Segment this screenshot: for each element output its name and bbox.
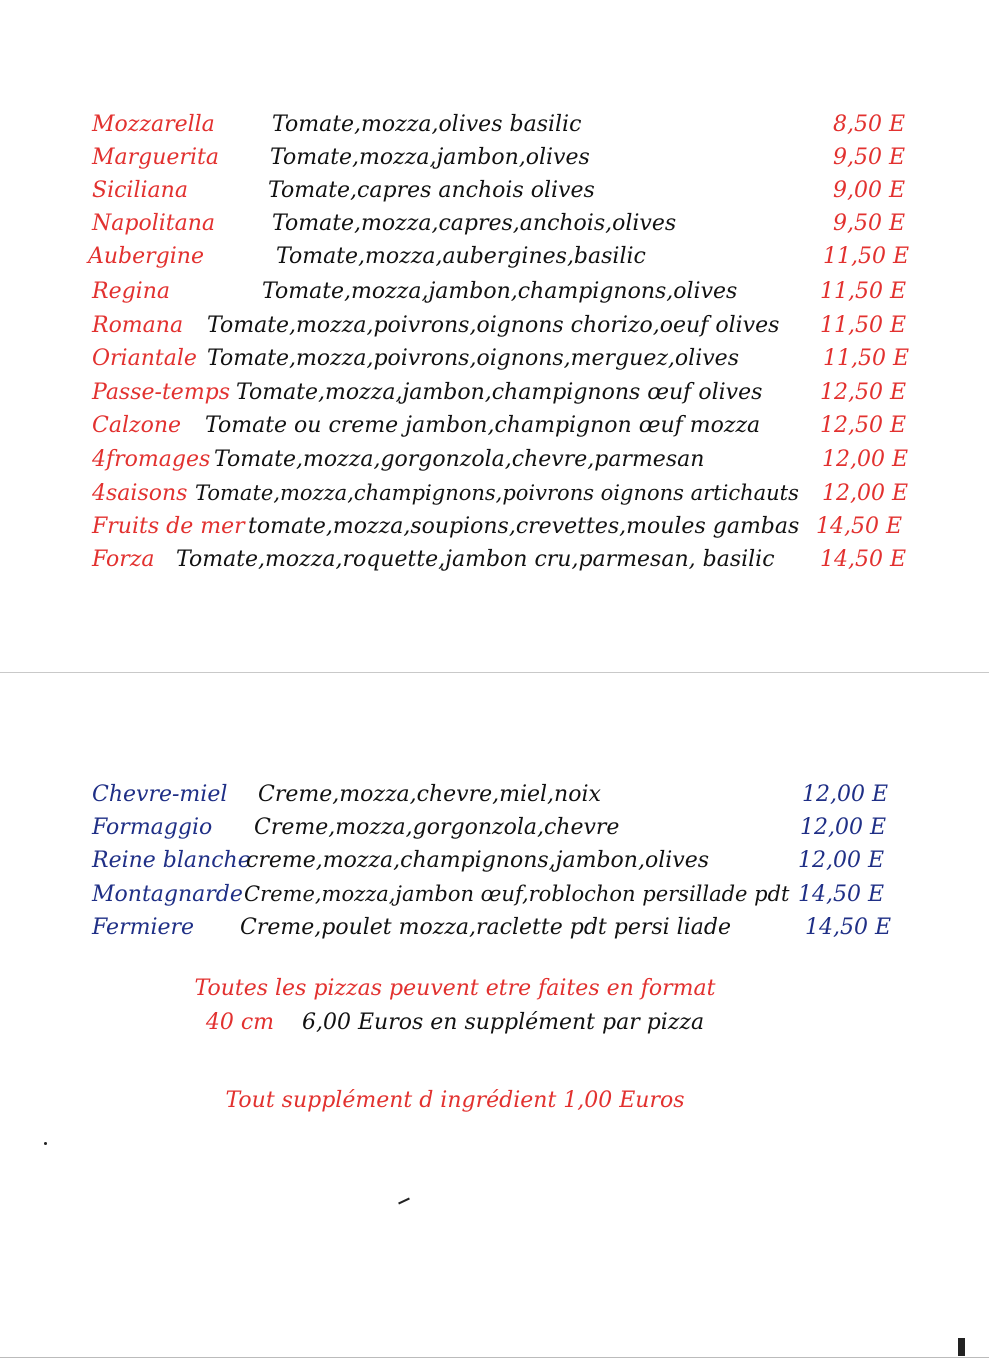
pizza-name: 4saisons (92, 481, 188, 506)
pizza-price: 11,50 E (820, 313, 907, 338)
pizza-ingredients: Tomate,mozza,aubergines,basilic (276, 244, 646, 269)
pizza-ingredients: Tomate,mozza,capres,anchois,olives (272, 211, 677, 236)
pizza-ingredients: Creme,mozza,chevre,miel,noix (258, 782, 601, 807)
list-item (0, 275, 989, 308)
pizza-ingredients: Tomate,mozza,olives basilic (272, 112, 582, 137)
pizza-ingredients: Creme,mozza,jambon œuf,roblochon persillade pdt (244, 882, 790, 906)
ingredient-supplement-note: Tout supplément d ingrédient 1,00 Euros (225, 1088, 685, 1113)
pizza-name: Romana (92, 313, 184, 338)
large-format-note: Toutes les pizzas peuvent etre faites en format (194, 976, 716, 1001)
list-item (0, 477, 989, 510)
pizza-name: Napolitana (92, 211, 216, 236)
pizza-name: Oriantale (92, 346, 197, 371)
pizza-price: 14,50 E (816, 514, 903, 539)
list-item (0, 811, 989, 844)
scan-speck (958, 1338, 965, 1356)
pizza-price: 9,50 E (833, 211, 906, 236)
pizza-price: 12,00 E (822, 447, 909, 472)
pizza-name: Mozzarella (92, 112, 215, 137)
pizza-ingredients: creme,mozza,champignons,jambon,olives (246, 848, 710, 873)
list-item (0, 543, 989, 576)
pizza-price: 9,50 E (833, 145, 906, 170)
pizza-price: 12,00 E (798, 848, 885, 873)
pizza-ingredients: Tomate,mozza,poivrons,oignons chorizo,oeuf olives (207, 313, 780, 338)
list-item (0, 443, 989, 476)
pizza-ingredients: Tomate,mozza,champignons,poivrons oignons artichauts (195, 481, 799, 505)
pizza-price: 9,00 E (833, 178, 906, 203)
pizza-price: 14,50 E (820, 547, 907, 572)
pizza-ingredients: Tomate,mozza,roquette,jambon cru,parmesan, basilic (176, 547, 775, 572)
section-divider (0, 672, 989, 673)
pizza-ingredients: Tomate ou creme jambon,champignon œuf mozza (205, 413, 761, 438)
pizza-ingredients: Tomate,mozza,gorgonzola,chevre,parmesan (214, 447, 705, 472)
scan-speck (44, 1142, 47, 1145)
pizza-ingredients: Tomate,mozza,poivrons,oignons,merguez,olives (207, 346, 739, 371)
format-size: 40 cm (205, 1010, 275, 1035)
scan-speck (398, 1198, 410, 1205)
pizza-price: 12,50 E (820, 413, 907, 438)
pizza-ingredients: Tomate,capres anchois olives (268, 178, 595, 203)
pizza-price: 11,50 E (820, 279, 907, 304)
pizza-name: Reine blanche (92, 848, 251, 873)
list-item (0, 409, 989, 442)
list-item (0, 911, 989, 944)
pizza-name: Aubergine (88, 244, 204, 269)
list-item (0, 878, 989, 911)
list-item (0, 141, 989, 174)
list-item (0, 376, 989, 409)
pizza-ingredients: tomate,mozza,soupions,crevettes,moules gambas (248, 514, 800, 539)
list-item (0, 207, 989, 240)
list-item (0, 240, 989, 273)
pizza-ingredients: Tomate,mozza,jambon,champignons,olives (262, 279, 738, 304)
pizza-price: 8,50 E (833, 112, 906, 137)
pizza-name: Marguerita (92, 145, 219, 170)
pizza-name: Fermiere (92, 915, 195, 940)
pizza-name: Formaggio (92, 815, 213, 840)
pizza-name: 4fromages (92, 447, 211, 472)
list-item (0, 510, 989, 543)
pizza-price: 11,50 E (823, 346, 910, 371)
page-bottom-edge (0, 1357, 989, 1358)
list-item (0, 309, 989, 342)
pizza-price: 11,50 E (823, 244, 910, 269)
pizza-name: Siciliana (92, 178, 188, 203)
pizza-price: 12,00 E (822, 481, 909, 506)
pizza-ingredients: Creme,poulet mozza,raclette pdt persi liade (240, 915, 731, 940)
pizza-name: Montagnarde (92, 882, 243, 907)
list-item (0, 778, 989, 811)
list-item (0, 174, 989, 207)
pizza-price: 12,00 E (800, 815, 887, 840)
pizza-name: Passe-temps (92, 380, 231, 405)
pizza-ingredients: Creme,mozza,gorgonzola,chevre (254, 815, 620, 840)
pizza-price: 12,50 E (820, 380, 907, 405)
pizza-name: Calzone (92, 413, 182, 438)
list-item (0, 342, 989, 375)
format-price: 6,00 Euros en supplément par pizza (302, 1010, 705, 1035)
pizza-price: 14,50 E (805, 915, 892, 940)
pizza-name: Fruits de mer (92, 514, 245, 539)
large-format-price (0, 1010, 910, 1035)
list-item (0, 108, 989, 141)
pizza-ingredients: Tomate,mozza,jambon,olives (270, 145, 590, 170)
pizza-price: 12,00 E (802, 782, 889, 807)
pizza-name: Chevre-miel (92, 782, 228, 807)
list-item (0, 844, 989, 877)
pizza-name: Regina (92, 279, 170, 304)
pizza-price: 14,50 E (798, 882, 885, 907)
pizza-name: Forza (92, 547, 155, 572)
pizza-ingredients: Tomate,mozza,jambon,champignons œuf olives (236, 380, 763, 405)
